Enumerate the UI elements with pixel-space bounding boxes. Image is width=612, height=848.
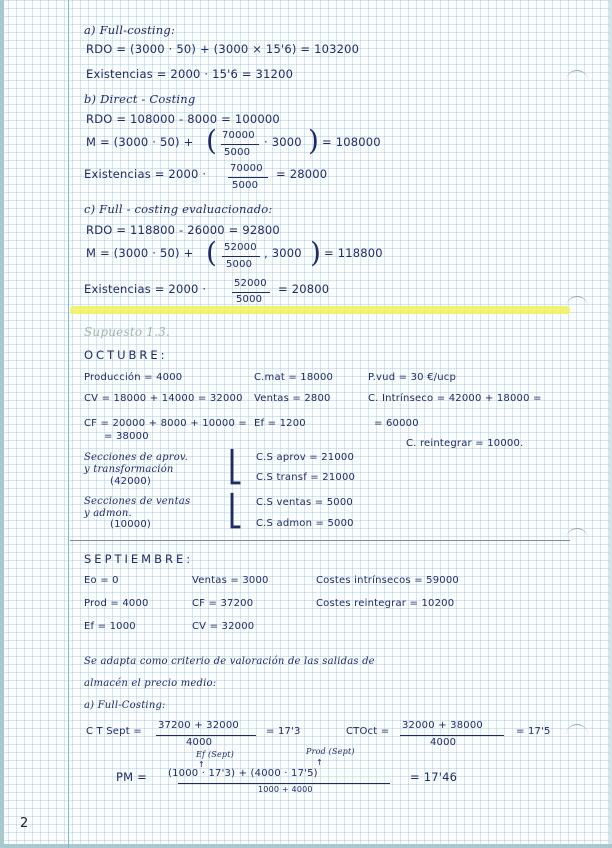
page-left-edge <box>0 0 4 848</box>
annotation-arrow-ef: ↑ <box>198 760 205 769</box>
fraction-c-den: 5000 <box>226 259 253 270</box>
existencias-equation-c-lhs: Existencias = 2000 · <box>84 282 207 296</box>
secciones-ventas-line2: y admon. <box>84 508 132 519</box>
prod-septiembre: Prod = 4000 <box>84 598 149 609</box>
existencias-equation-b-lhs: Existencias = 2000 · <box>84 167 207 181</box>
costes-reintegrar-value: Costes reintegrar = 10200 <box>316 598 455 609</box>
pm-bar <box>178 783 390 784</box>
direct-costing-heading: b) Direct - Costing <box>84 92 196 106</box>
close-paren-b: ) <box>308 124 319 157</box>
ct-sept-label: C T Sept = <box>86 726 142 737</box>
margin-equation-c-rhs: = 118800 <box>324 246 383 260</box>
c-intrinseco-value: C. Intrínseco = 42000 + 18000 = <box>368 393 542 404</box>
septiembre-heading: SEPTIEMBRE: <box>84 552 194 566</box>
existencias-c-bar <box>232 292 270 293</box>
octubre-heading: OCTUBRE: <box>84 348 168 362</box>
split-arrow-ventas: ⎣ <box>228 494 243 529</box>
criterio-line2: almacén el precio medio: <box>84 678 217 689</box>
pm-numerator: (1000 · 17'3) + (4000 · 17'5) <box>168 768 318 779</box>
margin-equation-b-rhs: = 108000 <box>322 135 381 149</box>
ct-oct-label: CTOct = <box>346 726 390 737</box>
ct-oct-den: 4000 <box>430 737 457 748</box>
ct-sept-num: 37200 + 32000 <box>158 720 239 731</box>
rdo-equation-a: RDO = (3000 · 50) + (3000 × 15'6) = 103200 <box>86 42 360 56</box>
rdo-equation-c: RDO = 118800 - 26000 = 92800 <box>86 223 280 237</box>
ct-sept-bar <box>156 735 256 736</box>
c-mat-value: C.mat = 18000 <box>254 372 334 383</box>
cv-value: CV = 18000 + 14000 = 32000 <box>84 393 243 404</box>
pvud-value: P.vud = 30 €/ucp <box>368 372 457 383</box>
pm-denominator: 1000 + 4000 <box>258 785 313 794</box>
cf-value-line2: = 38000 <box>104 431 149 442</box>
margin-equation-c-lhs: M = (3000 · 50) + <box>86 246 194 260</box>
fraction-b-num: 70000 <box>222 130 255 141</box>
full-costing-sept-heading: a) Full-Costing: <box>84 700 166 711</box>
ct-oct-bar <box>400 735 504 736</box>
ct-oct-num: 32000 + 38000 <box>402 720 483 731</box>
fraction-b-bar <box>221 144 259 145</box>
existencias-b-den: 5000 <box>232 180 259 191</box>
secciones-ventas-line1: Secciones de ventas <box>84 496 191 507</box>
existencias-equation-b-rhs: = 28000 <box>276 167 328 181</box>
eo-value: Eo = 0 <box>84 575 119 586</box>
split-arrow-aprov: ⎣ <box>228 450 243 485</box>
pm-label: PM = <box>116 770 147 784</box>
section-divider <box>70 540 570 541</box>
supuesto-heading: Supuesto 1.3. <box>84 325 170 339</box>
ventas-septiembre: Ventas = 3000 <box>192 575 269 586</box>
page-bottom-edge <box>0 844 612 848</box>
cf-septiembre: CF = 37200 <box>192 598 254 609</box>
cs-admon-value: C.S admon = 5000 <box>256 518 354 529</box>
margin-equation-b-mid: · 3000 <box>264 135 302 149</box>
cv-septiembre: CV = 32000 <box>192 621 255 632</box>
existencias-c-den: 5000 <box>236 294 263 305</box>
annotation-prod-sept: Prod (Sept) <box>306 747 355 756</box>
rdo-equation-b: RDO = 108000 - 8000 = 100000 <box>86 112 280 126</box>
fraction-c-num: 52000 <box>224 242 257 253</box>
margin-equation-c-mid: , 3000 <box>264 246 302 260</box>
annotation-ef-sept: Ef (Sept) <box>196 750 234 759</box>
margin-line <box>68 0 69 848</box>
margin-equation-b-lhs: M = (3000 · 50) + <box>86 135 194 149</box>
existencias-c-num: 52000 <box>234 278 267 289</box>
ef-octubre: Ef = 1200 <box>254 418 306 429</box>
secciones-aprov-total: (42000) <box>110 476 152 487</box>
existencias-b-num: 70000 <box>230 163 263 174</box>
c-reintegrar-value: C. reintegrar = 10000. <box>406 438 524 449</box>
full-costing-heading: a) Full-costing: <box>84 23 176 37</box>
ct-sept-result: = 17'3 <box>266 726 301 737</box>
highlight-divider <box>70 306 570 314</box>
existencias-equation-c-rhs: = 20800 <box>278 282 330 296</box>
secciones-aprov-line2: y transformación <box>84 464 174 475</box>
cs-transf-value: C.S transf = 21000 <box>256 472 356 483</box>
cs-aprov-value: C.S aprov = 21000 <box>256 452 355 463</box>
cs-ventas-value: C.S ventas = 5000 <box>256 497 353 508</box>
produccion-value: Producción = 4000 <box>84 372 183 383</box>
page-number: 2 <box>20 816 29 831</box>
costes-intrinsecos-value: Costes intrínsecos = 59000 <box>316 575 459 586</box>
secciones-ventas-total: (10000) <box>110 519 152 530</box>
ef-septiembre: Ef = 1000 <box>84 621 136 632</box>
existencias-equation-a: Existencias = 2000 · 15'6 = 31200 <box>86 67 294 81</box>
existencias-b-bar <box>228 177 268 178</box>
ct-sept-den: 4000 <box>186 737 213 748</box>
ct-oct-result: = 17'5 <box>516 726 551 737</box>
pm-result: = 17'46 <box>410 770 458 784</box>
ventas-octubre: Ventas = 2800 <box>254 393 331 404</box>
secciones-aprov-line1: Secciones de aprov. <box>84 452 188 463</box>
open-paren-c: ( <box>206 236 217 269</box>
cf-value-line1: CF = 20000 + 8000 + 10000 = <box>84 418 247 429</box>
criterio-line1: Se adapta como criterio de valoración de las salidas de <box>84 656 375 667</box>
fraction-b-den: 5000 <box>224 147 251 158</box>
open-paren-b: ( <box>206 124 217 157</box>
fraction-c-bar <box>222 256 260 257</box>
close-paren-c: ) <box>310 236 321 269</box>
intrinseco-total: = 60000 <box>374 418 419 429</box>
full-costing-evaluated-heading: c) Full - costing evaluacionado: <box>84 202 273 216</box>
annotation-arrow-prod: ↑ <box>316 758 323 767</box>
